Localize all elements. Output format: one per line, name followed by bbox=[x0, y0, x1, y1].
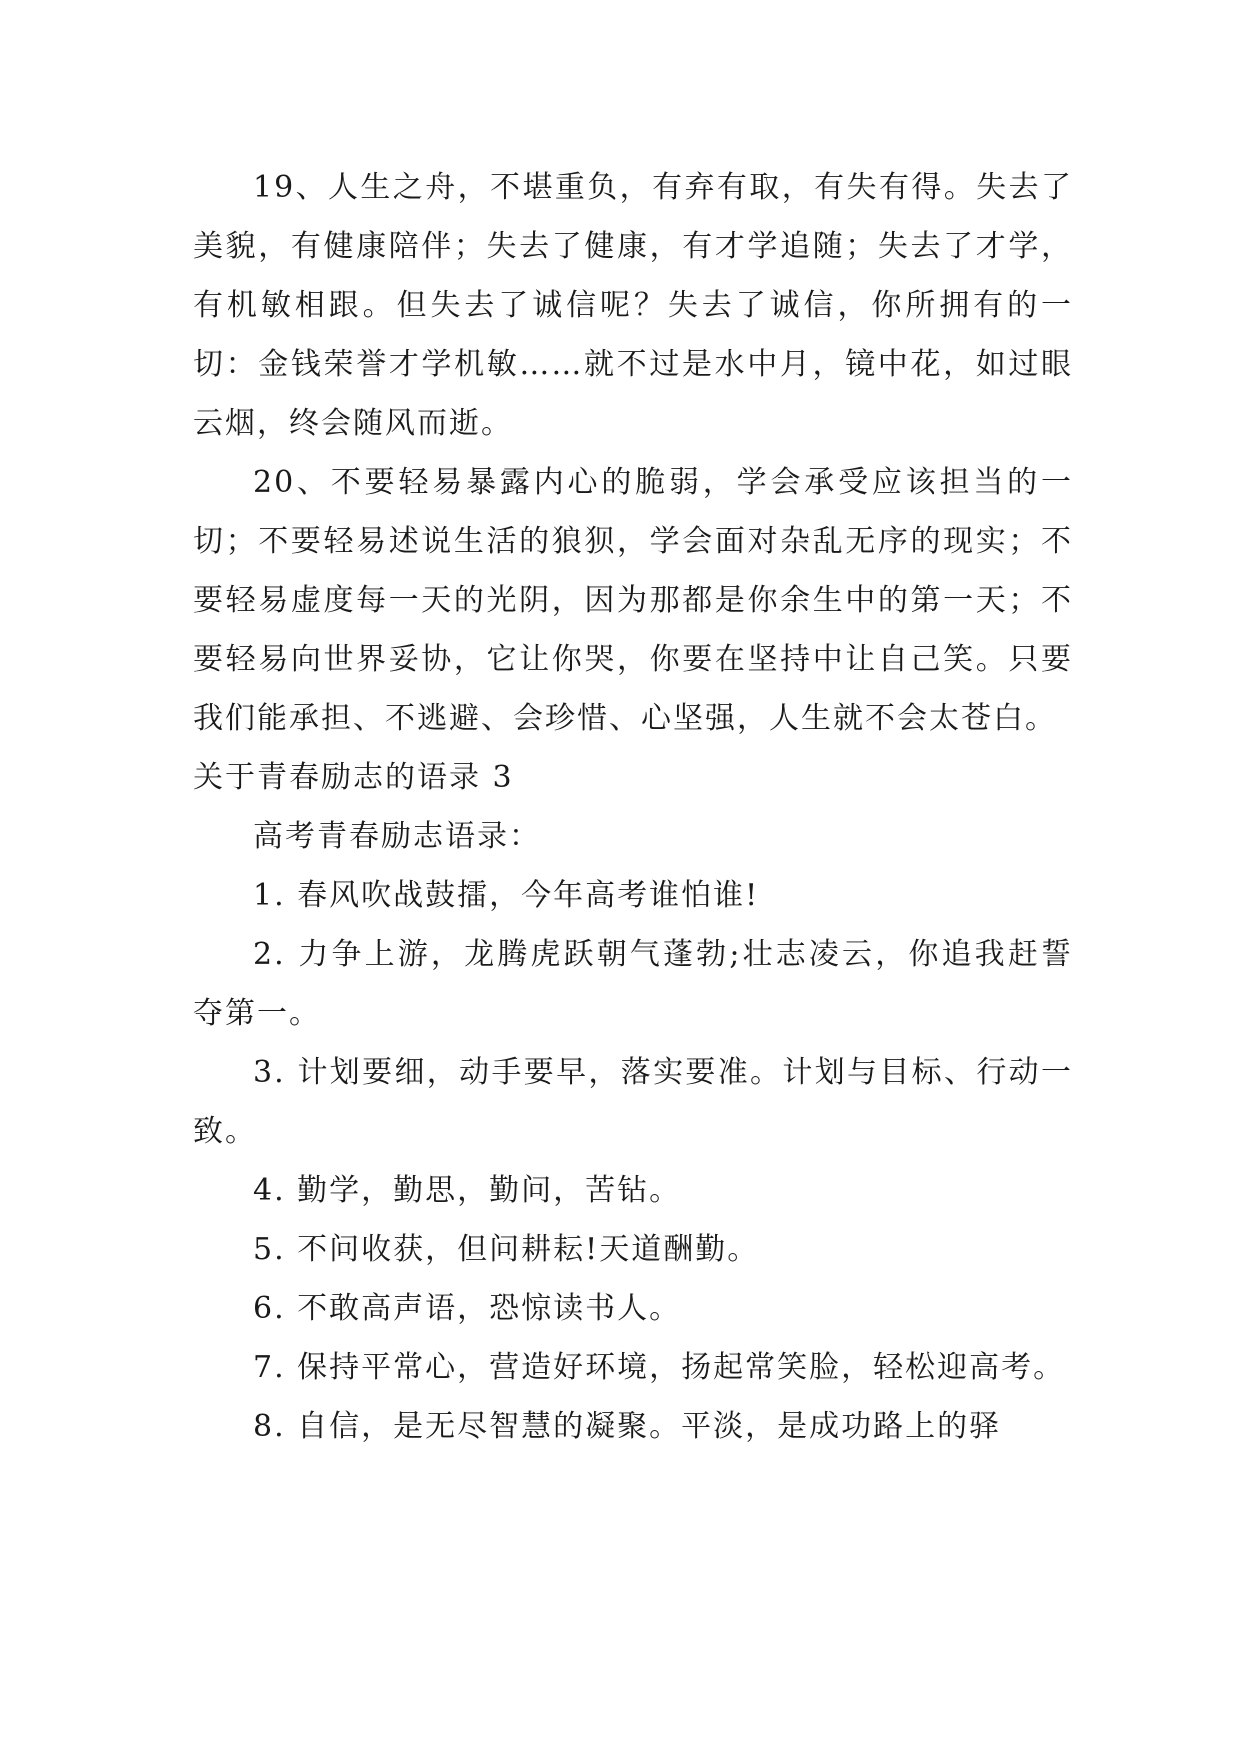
section-heading: 关于青春励志的语录 3 bbox=[193, 760, 514, 795]
list-item: 8. 自信，是无尽智慧的凝聚。平淡，是成功路上的驿 bbox=[253, 1409, 1002, 1444]
list-item: 2. 力争上游，龙腾虎跃朝气蓬勃;壮志凌云，你追我赶誓夺第一。 bbox=[193, 937, 1073, 1031]
quote-20: 20、不要轻易暴露内心的脆弱，学会承受应该担当的一切；不要轻易述说生活的狼狈，学会面对杂乱无序的现实；不要轻易虚度每一天的光阴，因为那都是你余生中的第一天；不要轻易向世界妥协，它让你哭，你要在坚持中让自己笑。只要我们能承担、不逃避、会珍惜、心坚强，人生就不会太苍白。 bbox=[193, 465, 1073, 736]
quote-19: 19、人生之舟，不堪重负，有弃有取，有失有得。失去了美貌，有健康陪伴；失去了健康，有才学追随；失去了才学，有机敏相跟。但失去了诚信呢？失去了诚信，你所拥有的一切：金钱荣誉才学机敏……就不过是水中月，镜中花，如过眼云烟，终会随风而逝。 bbox=[193, 170, 1073, 441]
list-item: 1. 春风吹战鼓擂，今年高考谁怕谁! bbox=[253, 878, 760, 913]
document-body bbox=[193, 158, 1073, 1456]
section-intro: 高考青春励志语录： bbox=[253, 819, 541, 854]
list-item: 6. 不敢高声语，恐惊读书人。 bbox=[253, 1291, 682, 1326]
list-item: 3. 计划要细，动手要早，落实要准。计划与目标、行动一致。 bbox=[193, 1055, 1073, 1149]
list-item: 5. 不问收获，但问耕耘!天道酬勤。 bbox=[253, 1232, 760, 1267]
list-item: 7. 保持平常心，营造好环境，扬起常笑脸，轻松迎高考。 bbox=[253, 1350, 1066, 1385]
list-item: 4. 勤学，勤思，勤问，苦钻。 bbox=[253, 1173, 682, 1208]
